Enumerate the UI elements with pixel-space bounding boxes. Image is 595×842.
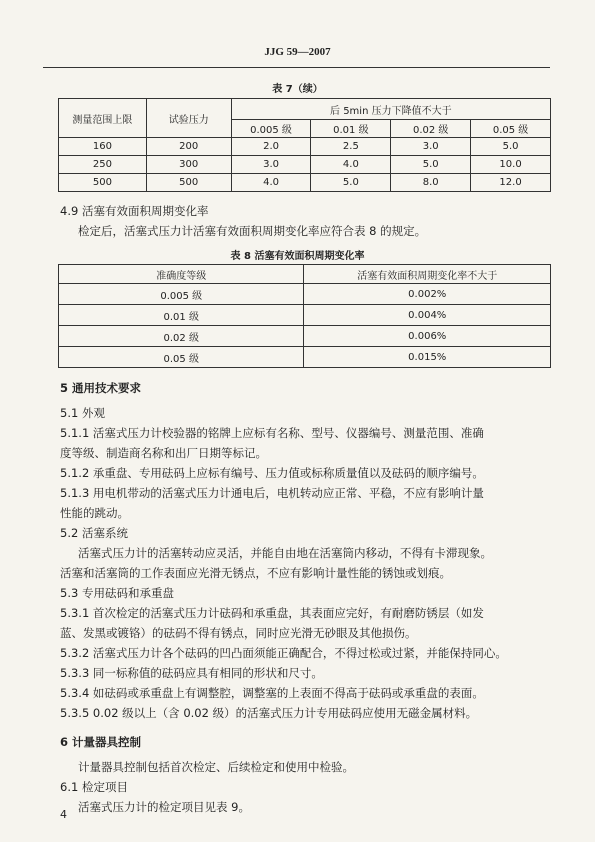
table8-caption: 表 8 活塞有效面积周期变化率 [230,251,365,262]
cell: 10.0 [471,156,551,174]
section-5-3-1-line2: 蓝、发黑或镀铬）的砝码不得有锈点，同时应光滑无砂眼及其他损伤。 [60,626,417,640]
section-5-1-3-line2: 性能的跳动。 [60,506,129,520]
page-number: 4 [60,808,67,821]
header-grade: 0.01 级 [311,120,391,138]
cell: 5.0 [391,156,471,174]
section-5-2-text2: 活塞和活塞筒的工作表面应光滑无锈点，不应有影响计量性能的锈蚀或划痕。 [60,566,451,580]
table-row [59,174,551,192]
cell: 4.0 [231,174,311,192]
section-5-3: 5.3 专用砝码和承重盘 [60,586,174,600]
header-accuracy-grade: 准确度等级 [59,265,304,284]
cell: 5.0 [471,138,551,156]
section-5-1: 5.1 外观 [60,406,105,420]
section-5-heading: 5 通用技术要求 [60,381,142,395]
section-5-3-4: 5.3.4 如砝码或承重盘上有调整腔，调整塞的上表面不得高于砝码或承重盘的表面。 [60,686,484,700]
table-row [59,138,551,156]
section-5-3-3: 5.3.3 同一标称值的砝码应具有相同的形状和尺寸。 [60,666,323,680]
table-row [59,284,551,305]
cell: 4.0 [311,156,391,174]
table-8 [58,264,551,368]
cell: 500 [59,174,147,192]
section-5-2: 5.2 活塞系统 [60,526,128,540]
table-row [59,347,551,368]
cell: 12.0 [471,174,551,192]
header-rule [43,67,550,68]
section-4-9-heading: 4.9 活塞有效面积周期变化率 [60,204,209,218]
cell: 8.0 [391,174,471,192]
cell: 2.0 [231,138,311,156]
section-4-9-text: 检定后，活塞式压力计活塞有效面积周期变化率应符合表 8 的规定。 [78,224,427,238]
cell: 500 [146,174,231,192]
section-6-1: 6.1 检定项目 [60,780,128,794]
table-7 [58,98,551,192]
section-5-3-2: 5.3.2 活塞式压力计各个砝码的凹凸面须能正确配合，不得过松或过紧，并能保持同心。 [60,646,507,660]
cell: 0.004% [304,305,551,326]
cell: 2.5 [311,138,391,156]
section-5-1-2: 5.1.2 承重盘、专用砝码上应标有编号、压力值或标称质量值以及砝码的顺序编号。 [60,466,484,480]
section-5-1-3-line1: 5.1.3 用电机带动的活塞式压力计通电后，电机转动应正常、平稳，不应有影响计量 [60,486,484,500]
cell: 0.005 级 [59,284,304,305]
cell: 0.006% [304,326,551,347]
section-5-2-text1: 活塞式压力计的活塞转动应灵活，并能自由地在活塞筒内移动，不得有卡滞现象。 [78,546,492,560]
section-6-text: 计量器具控制包括首次检定、后续检定和使用中检验。 [78,760,354,774]
header-measure-range: 测量范围上限 [59,99,147,138]
cell: 5.0 [311,174,391,192]
section-6-heading: 6 计量器具控制 [60,735,142,749]
cell: 200 [146,138,231,156]
table-row [59,326,551,347]
cell: 0.01 级 [59,305,304,326]
cell: 0.002% [304,284,551,305]
cell: 0.015% [304,347,551,368]
table-row [59,156,551,174]
section-5-1-1-line1: 5.1.1 活塞式压力计校验器的铭牌上应标有名称、型号、仪器编号、测量范围、准确 [60,426,484,440]
section-6-1-text: 活塞式压力计的检定项目见表 9。 [78,800,250,814]
header-grade: 0.005 级 [231,120,311,138]
section-5-1-1-line2: 度等级、制造商名称和出厂日期等标记。 [60,446,267,460]
header-grade: 0.05 级 [471,120,551,138]
cell: 300 [146,156,231,174]
table-row [59,305,551,326]
cell: 3.0 [231,156,311,174]
header-test-pressure: 试验压力 [146,99,231,138]
header-pressure-drop: 后 5min 压力下降值不大于 [231,99,550,120]
document-code: JJG 59—2007 [264,46,331,58]
table7-caption: 表 7（续） [272,84,323,95]
cell: 0.05 级 [59,347,304,368]
header-change-rate: 活塞有效面积周期变化率不大于 [304,265,551,284]
header-grade: 0.02 级 [391,120,471,138]
cell: 3.0 [391,138,471,156]
cell: 250 [59,156,147,174]
section-5-3-1-line1: 5.3.1 首次检定的活塞式压力计砝码和承重盘，其表面应完好，有耐磨防锈层（如发 [60,606,484,620]
section-5-3-5: 5.3.5 0.02 级以上（含 0.02 级）的活塞式压力计专用砝码应使用无磁金属材料。 [60,706,478,720]
cell: 160 [59,138,147,156]
cell: 0.02 级 [59,326,304,347]
